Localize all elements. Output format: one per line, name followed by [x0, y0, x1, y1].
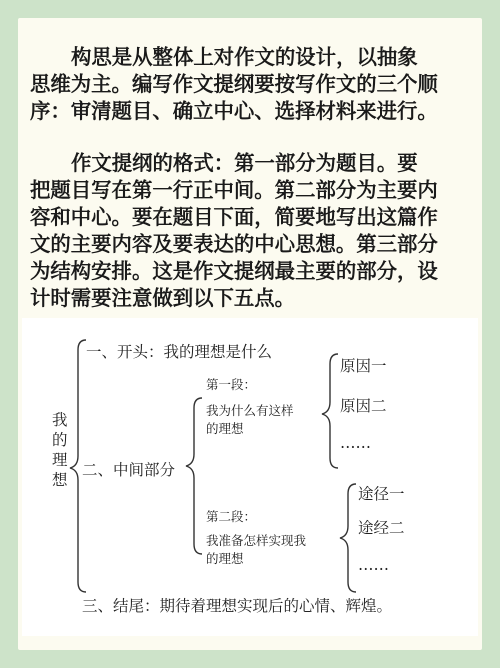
- paragraph-2-line-2: 把题目写在第一行正中间。第二部分为主要内: [30, 178, 438, 202]
- paragraph-2: [30, 150, 470, 312]
- section-2-text-line-2: 的理想: [206, 551, 244, 566]
- outline-part-3: 三、结尾：期待着理想实现后的心情、辉煌。: [82, 597, 393, 615]
- outline-title: [52, 410, 68, 490]
- paragraph-2-line-3: 容和中心。要在题目下面，简要地写出这篇作: [30, 205, 438, 229]
- paragraph-1-line-3: 序：审清题目、确立中心、选择材料来进行。: [30, 99, 438, 123]
- paragraph-2-line-1: 作文提纲的格式：第一部分为题目。要: [71, 151, 418, 175]
- section2-bracket: [340, 484, 356, 592]
- outline-figure: [22, 318, 478, 636]
- section-1-text-line-1: 我为什么有这样: [206, 403, 294, 418]
- outline-title-char-2: 的: [52, 431, 68, 449]
- outline-title-char-4: 想: [52, 471, 68, 489]
- way-2: 途经二: [358, 519, 405, 537]
- way-1: 途径一: [358, 485, 405, 503]
- reason-2: 原因二: [340, 397, 387, 415]
- outline-title-char-1: 我: [52, 411, 68, 429]
- middle-bracket: [186, 398, 202, 554]
- section-1-label: 第一段：: [206, 377, 257, 392]
- section-1-text: [206, 402, 294, 438]
- section-2-label: 第二段：: [206, 509, 257, 524]
- ellipsis-2: ……: [358, 556, 389, 574]
- section-1-text-line-2: 的理想: [206, 421, 244, 436]
- reason-1: 原因一: [340, 357, 387, 375]
- ellipsis-1: ……: [340, 434, 371, 452]
- section1-bracket: [322, 354, 338, 468]
- outline-part-2: 二、中间部分: [82, 461, 176, 479]
- outline-part-1: 一、开头：我的理想是什么: [86, 343, 273, 361]
- section-2-text-line-1: 我准备怎样实现我: [206, 533, 307, 548]
- paragraph-2-line-4: 文的主要内容及要表达的中心思想。第三部分: [30, 232, 438, 256]
- paragraph-1-line-1: 构思是从整体上对作文的设计，以抽象: [71, 45, 418, 69]
- paragraph-1: [30, 44, 470, 125]
- paragraph-1-line-2: 思维为主。编写作文提纲要按写作文的三个顺: [30, 72, 438, 96]
- paragraph-2-line-5: 为结构安排。这是作文提纲最主要的部分，设: [30, 259, 438, 283]
- outline-title-char-3: 理: [52, 451, 68, 469]
- paragraph-2-line-6: 计时需要注意做到以下五点。: [30, 286, 296, 310]
- section-2-text: [206, 532, 306, 568]
